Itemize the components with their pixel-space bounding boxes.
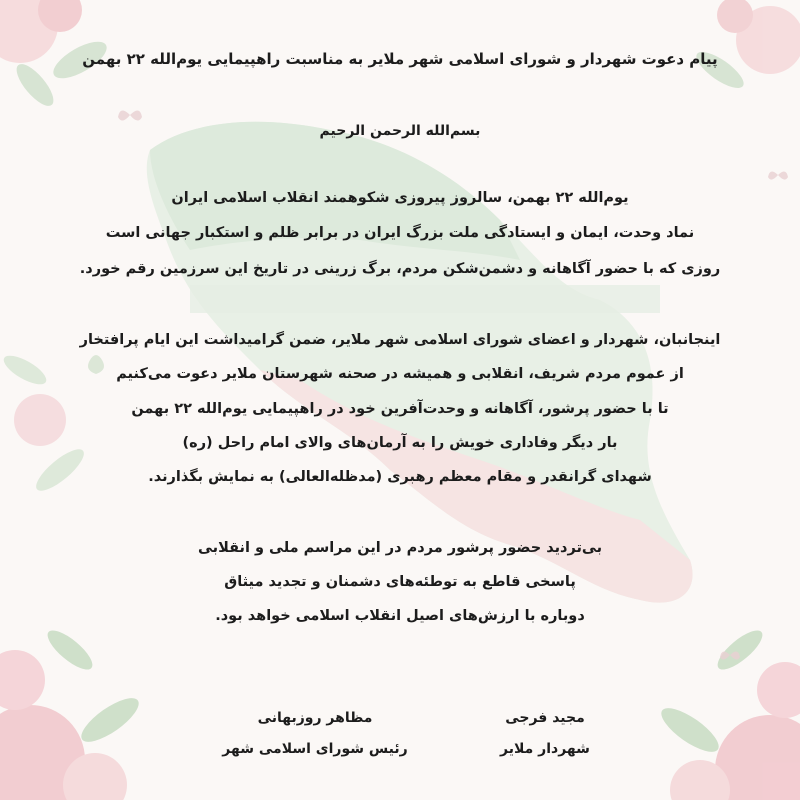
council-head-name: مظاهر روزبهانی <box>257 710 373 726</box>
paragraph-2-line-4: بار دیگر وفاداری خویش را به آرمان‌های والای امام راحل (ره) <box>182 435 618 451</box>
paragraph-2-line-3: تا با حضور پرشور، آگاهانه و وحدت‌آفرین خود در راهپیمایی یوم‌الله ۲۲ بهمن <box>131 401 669 417</box>
paragraph-1-line-1: یوم‌الله ۲۲ بهمن، سالروز پیروزی شکوهمند انقلاب اسلامی ایران <box>171 190 629 206</box>
mayor-name: مجید فرجی <box>505 710 585 726</box>
council-head-role: رئیس شورای اسلامی شهر <box>222 741 408 757</box>
paragraph-2-line-2: از عموم مردم شریف، انقلابی و همیشه در صحنه شهرستان ملایر دعوت می‌کنیم <box>116 366 684 382</box>
paragraph-2-line-1: اینجانبان، شهردار و اعضای شورای اسلامی شهر ملایر، ضمن گرامیداشت این ایام پرافتخار <box>79 332 721 348</box>
paragraph-3-line-3: دوباره با ارزش‌های اصیل انقلاب اسلامی خواهد بود. <box>215 608 585 624</box>
document-title: پیام دعوت شهردار و شورای اسلامی شهر ملایر به مناسبت راهپیمایی یوم‌الله ۲۲ بهمن <box>82 50 718 68</box>
paragraph-3-line-2: پاسخی قاطع به توطئه‌های دشمنان و تجدید میثاق <box>224 574 576 590</box>
paragraph-1-line-3: روزی که با حضور آگاهانه و دشمن‌شکن مردم، برگ زرینی در تاریخ این سرزمین رقم خورد. <box>79 261 721 277</box>
paragraph-2-line-5: شهدای گرانقدر و مقام معظم رهبری (مدظله‌العالی) به نمایش بگذارند. <box>148 469 652 485</box>
paragraph-3-line-1: بی‌تردید حضور پرشور مردم در این مراسم ملی و انقلابی <box>197 540 603 556</box>
mayor-role: شهردار ملایر <box>500 741 590 757</box>
basmala: بسم‌الله الرحمن الرحیم <box>319 123 481 139</box>
paragraph-1-line-2: نماد وحدت، ایمان و ایستادگی ملت بزرگ ایران در برابر ظلم و استکبار جهانی است <box>105 225 695 241</box>
